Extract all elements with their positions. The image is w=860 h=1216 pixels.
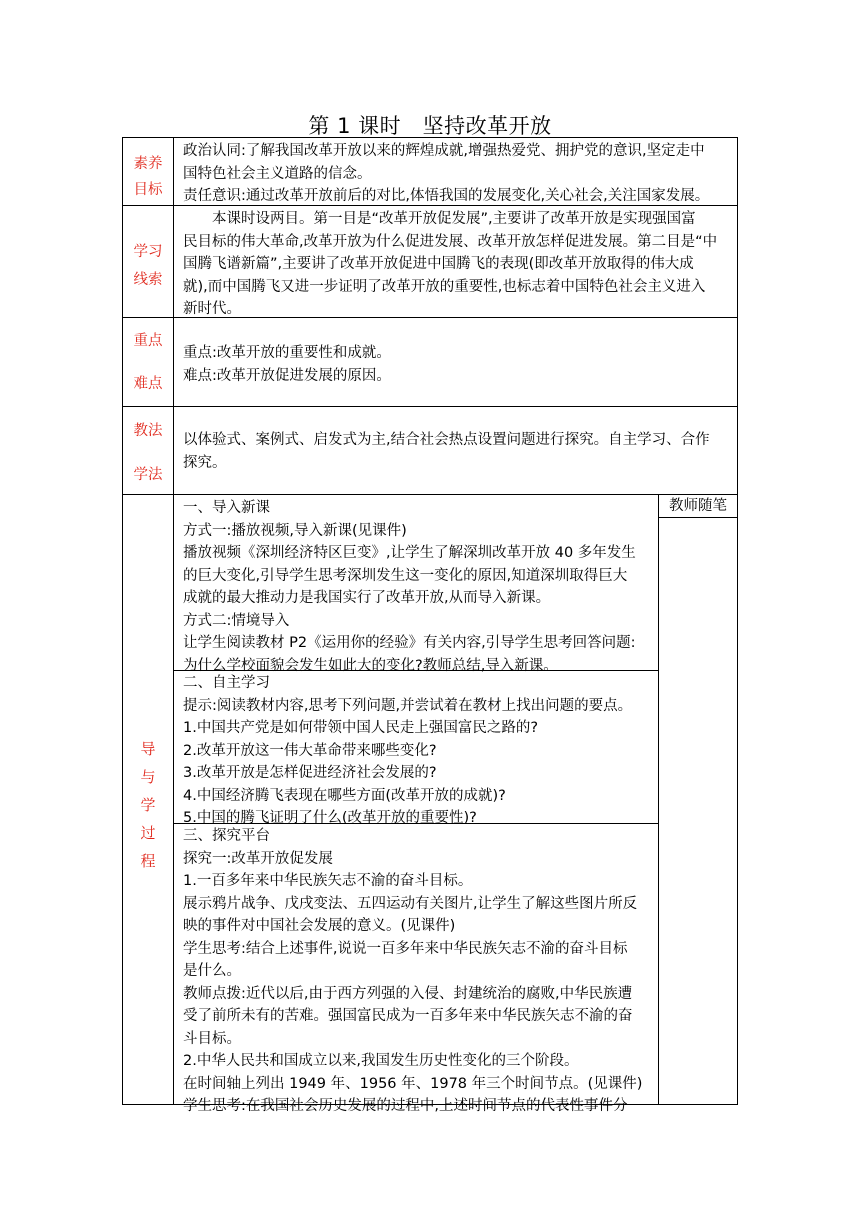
label-char: 学: [140, 796, 156, 814]
label-line: 线索: [133, 272, 163, 288]
label-char: 过: [140, 824, 156, 842]
text-line: 政治认同:了解我国改革开放以来的辉煌成就,增强热爱党、拥护党的意识,坚定走中: [183, 143, 705, 159]
section-inquiry: [174, 824, 658, 1114]
text-line: 国特色社会主义道路的信念。: [183, 165, 372, 182]
text-line: 三、探究平台: [183, 828, 270, 844]
text-line: 映的事件对中国社会发展的意义。(见课件): [183, 918, 456, 934]
row-learning-clue: [123, 206, 737, 318]
lesson-plan-table: [122, 137, 738, 1114]
row-label: [123, 138, 174, 205]
text-line: 方式二:情境导入: [183, 612, 290, 629]
text-line: 5.中国的腾飞证明了什么(改革开放的重要性)?: [183, 810, 477, 826]
text-line: 4.中国经济腾飞表现在哪些方面(改革开放的成就)?: [183, 787, 506, 804]
label-line: 素养: [133, 156, 163, 172]
row-label: [123, 318, 174, 406]
text-line: 以体验式、案例式、启发式为主,结合社会热点设置问题进行探究。自主学习、合作: [183, 432, 710, 448]
text-line: 方式一:播放视频,导入新课(见课件): [183, 522, 407, 539]
text-line: 播放视频《深圳经济特区巨变》,让学生了解深圳改革开放 40 多年发生: [183, 545, 636, 561]
label-char: 程: [140, 852, 156, 870]
text-line: 提示:阅读教材内容,思考下列问题,并尝试着在教材上找出问题的要点。: [183, 697, 633, 714]
text-line: 的巨大变化,引导学生思考深圳发生这一变化的原因,知道深圳取得巨大: [183, 567, 628, 584]
text-line: 教师点拨:近代以后,由于西方列强的入侵、封建统治的腐败,中华民族遭: [183, 985, 633, 1002]
row-teaching-process: [123, 495, 737, 1114]
label-line: 重点: [133, 333, 163, 349]
text-line: 斗目标。: [183, 1030, 241, 1047]
row-label: [123, 206, 174, 317]
text-line: 2.改革开放这一伟大革命带来哪些变化?: [183, 742, 437, 759]
text-line: 二、自主学习: [183, 675, 270, 691]
label-line: 难点: [133, 376, 163, 392]
section-intro: [174, 495, 658, 674]
label-line: 教法: [133, 423, 163, 439]
text-line: 重点:改革开放的重要性和成就。: [183, 345, 391, 361]
row-content: [183, 140, 731, 208]
text-line: 国腾飞谱新篇”,主要讲了改革开放促进中国腾飞的表现(即改革开放取得的伟大成: [183, 256, 694, 272]
section-self-study: [174, 671, 658, 824]
text-line: 新时代。: [183, 301, 241, 317]
text-line: 学生思考:结合上述事件,说说一百多年来中华民族矢志不渝的奋斗目标: [183, 940, 628, 957]
teacher-notes-header: 教师随笔: [659, 495, 737, 518]
label-char: 与: [140, 768, 156, 786]
label-line: 学法: [133, 467, 163, 483]
text-line: 一、导入新课: [183, 500, 270, 516]
row-teaching-method: [123, 407, 737, 495]
row-label: [123, 495, 174, 1104]
text-line: 探究一:改革开放促发展: [183, 850, 333, 867]
text-line: 2.中华人民共和国成立以来,我国发生历史性变化的三个阶段。: [183, 1053, 579, 1069]
text-line: 探究。: [183, 454, 227, 471]
page-title: 第 1 课时 坚持改革开放: [308, 114, 552, 138]
label-line: 目标: [133, 182, 163, 198]
row-content: [183, 342, 731, 387]
label-line: 学习: [133, 244, 163, 260]
label-char: 导: [140, 740, 156, 758]
text-line: 让学生阅读教材 P2《运用你的经验》有关内容,引导学生思考回答问题:: [183, 635, 636, 651]
row-key-difficult: [123, 318, 737, 407]
row-label: [123, 407, 174, 494]
text-line: 在时间轴上列出 1949 年、1956 年、1978 年三个时间节点。(见课件): [183, 1075, 643, 1092]
text-line: 本课时设两目。第一目是“改革开放促发展”,主要讲了改革开放是实现强国富: [212, 211, 696, 227]
text-line: 就),而中国腾飞又进一步证明了改革开放的重要性,也标志着中国特色社会主义进入: [183, 278, 706, 295]
text-line: 责任意识:通过改革开放前后的对比,体悟我国的发展变化,关心社会,关注国家发展。: [183, 188, 710, 204]
row-content: [183, 208, 731, 321]
text-line: 受了前所未有的苦难。强国富民成为一百多年来中华民族矢志不渝的奋: [183, 1008, 633, 1024]
text-line: 为什么学校面貌会发生如此大的变化?教师总结,导入新课。: [183, 657, 558, 674]
text-line: 1.中国共产党是如何带领中国人民走上强国富民之路的?: [183, 720, 539, 736]
text-line: 难点:改革开放促进发展的原因。: [183, 367, 391, 384]
text-line: 成就的最大推动力是我国实行了改革开放,从而导入新课。: [183, 590, 551, 606]
row-literacy-goals: [123, 138, 737, 206]
text-line: 是什么。: [183, 963, 241, 979]
text-line: 民目标的伟大革命,改革开放为什么促进发展、改革开放怎样促进发展。第二目是“中: [183, 233, 718, 250]
text-line: 3.改革开放是怎样促进经济社会发展的?: [183, 765, 437, 781]
teacher-notes-column: [658, 495, 737, 1104]
text-line: 学生思考:在我国社会历史发展的过程中,上述时间节点的代表性事件分: [183, 1098, 628, 1114]
row-content: [183, 429, 731, 474]
text-line: 1.一百多年来中华民族矢志不渝的奋斗目标。: [183, 873, 473, 889]
text-line: 展示鸦片战争、戊戌变法、五四运动有关图片,让学生了解这些图片所反: [183, 895, 638, 912]
